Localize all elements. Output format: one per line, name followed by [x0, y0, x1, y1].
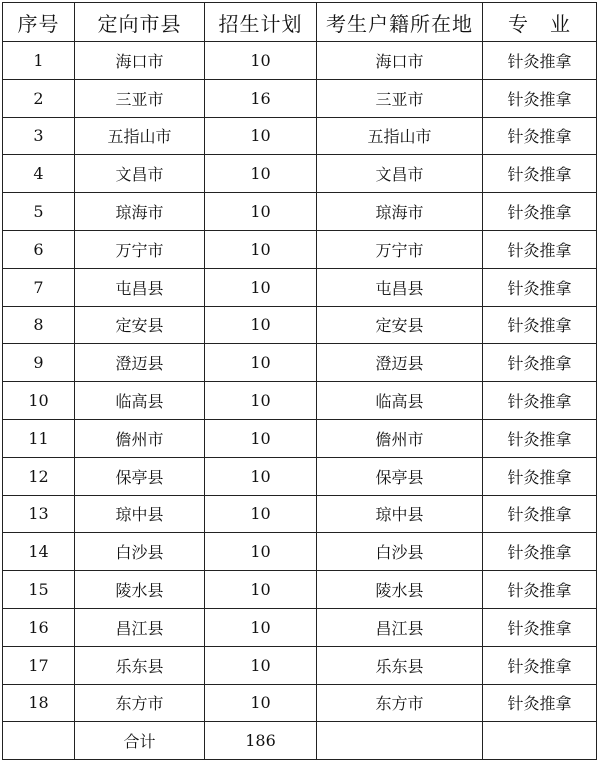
cell-plan: 10 [205, 571, 317, 609]
cell-seq: 18 [3, 684, 75, 722]
table-row [3, 230, 597, 268]
cell-origin: 三亚市 [317, 79, 483, 117]
cell-seq: 5 [3, 193, 75, 231]
cell-origin: 文昌市 [317, 155, 483, 193]
cell-seq: 17 [3, 646, 75, 684]
table-row [3, 117, 597, 155]
cell-seq: 7 [3, 268, 75, 306]
cell-major: 针灸推拿 [483, 268, 597, 306]
total-label: 合计 [75, 722, 205, 760]
total-row [3, 722, 597, 760]
cell-seq: 3 [3, 117, 75, 155]
cell-major: 针灸推拿 [483, 230, 597, 268]
cell-plan: 10 [205, 684, 317, 722]
cell-major: 针灸推拿 [483, 193, 597, 231]
header-row [3, 3, 597, 42]
cell-plan: 16 [205, 79, 317, 117]
table-row [3, 608, 597, 646]
cell-plan: 10 [205, 42, 317, 80]
cell-city: 临高县 [75, 382, 205, 420]
table-row [3, 571, 597, 609]
cell-city: 屯昌县 [75, 268, 205, 306]
cell-city: 琼海市 [75, 193, 205, 231]
table-row [3, 79, 597, 117]
cell-major: 针灸推拿 [483, 42, 597, 80]
cell-city: 白沙县 [75, 533, 205, 571]
total-plan: 186 [205, 722, 317, 760]
cell-plan: 10 [205, 457, 317, 495]
cell-origin: 保亭县 [317, 457, 483, 495]
table-row [3, 646, 597, 684]
cell-seq: 1 [3, 42, 75, 80]
cell-city: 东方市 [75, 684, 205, 722]
cell-major: 针灸推拿 [483, 306, 597, 344]
cell-major: 针灸推拿 [483, 419, 597, 457]
cell-city: 乐东县 [75, 646, 205, 684]
header-origin: 考生户籍所在地 [317, 3, 483, 42]
cell-origin: 乐东县 [317, 646, 483, 684]
table-row [3, 495, 597, 533]
enrollment-quota-table [2, 2, 597, 760]
table-row [3, 457, 597, 495]
cell-city: 儋州市 [75, 419, 205, 457]
table-header [3, 3, 597, 42]
table-row [3, 382, 597, 420]
cell-plan: 10 [205, 155, 317, 193]
cell-origin: 万宁市 [317, 230, 483, 268]
cell-seq: 15 [3, 571, 75, 609]
cell-city: 昌江县 [75, 608, 205, 646]
cell-origin: 东方市 [317, 684, 483, 722]
cell-plan: 10 [205, 646, 317, 684]
cell-origin: 琼中县 [317, 495, 483, 533]
cell-major: 针灸推拿 [483, 571, 597, 609]
cell-origin: 临高县 [317, 382, 483, 420]
cell-seq: 11 [3, 419, 75, 457]
table-row [3, 533, 597, 571]
cell-city: 琼中县 [75, 495, 205, 533]
cell-seq: 13 [3, 495, 75, 533]
cell-major: 针灸推拿 [483, 646, 597, 684]
cell-seq: 10 [3, 382, 75, 420]
cell-major: 针灸推拿 [483, 382, 597, 420]
cell-seq: 2 [3, 79, 75, 117]
table-row [3, 344, 597, 382]
cell-seq: 8 [3, 306, 75, 344]
cell-city: 文昌市 [75, 155, 205, 193]
cell-seq: 16 [3, 608, 75, 646]
cell-origin: 白沙县 [317, 533, 483, 571]
cell-seq: 9 [3, 344, 75, 382]
cell-city: 澄迈县 [75, 344, 205, 382]
cell-plan: 10 [205, 230, 317, 268]
cell-plan: 10 [205, 419, 317, 457]
cell-seq: 4 [3, 155, 75, 193]
cell-origin: 陵水县 [317, 571, 483, 609]
cell-origin: 五指山市 [317, 117, 483, 155]
cell-plan: 10 [205, 344, 317, 382]
table-row [3, 193, 597, 231]
cell-plan: 10 [205, 117, 317, 155]
cell-seq: 6 [3, 230, 75, 268]
cell-origin: 琼海市 [317, 193, 483, 231]
table-row [3, 42, 597, 80]
table-row [3, 268, 597, 306]
cell-major: 针灸推拿 [483, 495, 597, 533]
cell-major: 针灸推拿 [483, 457, 597, 495]
cell-major: 针灸推拿 [483, 344, 597, 382]
cell-plan: 10 [205, 495, 317, 533]
cell-major: 针灸推拿 [483, 608, 597, 646]
cell-plan: 10 [205, 306, 317, 344]
cell-plan: 10 [205, 382, 317, 420]
cell-seq: 12 [3, 457, 75, 495]
cell-major: 针灸推拿 [483, 533, 597, 571]
cell-major: 针灸推拿 [483, 117, 597, 155]
cell-plan: 10 [205, 533, 317, 571]
cell-city: 定安县 [75, 306, 205, 344]
header-seq: 序号 [3, 3, 75, 42]
total-seq-cell [3, 722, 75, 760]
cell-origin: 屯昌县 [317, 268, 483, 306]
cell-city: 保亭县 [75, 457, 205, 495]
table-row [3, 306, 597, 344]
cell-plan: 10 [205, 193, 317, 231]
table-row [3, 419, 597, 457]
cell-seq: 14 [3, 533, 75, 571]
table-row [3, 155, 597, 193]
cell-plan: 10 [205, 608, 317, 646]
cell-city: 陵水县 [75, 571, 205, 609]
cell-city: 五指山市 [75, 117, 205, 155]
header-plan: 招生计划 [205, 3, 317, 42]
cell-city: 海口市 [75, 42, 205, 80]
cell-origin: 儋州市 [317, 419, 483, 457]
header-city: 定向市县 [75, 3, 205, 42]
cell-origin: 昌江县 [317, 608, 483, 646]
cell-major: 针灸推拿 [483, 684, 597, 722]
header-major: 专 业 [483, 3, 597, 42]
cell-origin: 澄迈县 [317, 344, 483, 382]
cell-plan: 10 [205, 268, 317, 306]
table-row [3, 684, 597, 722]
total-major-cell [483, 722, 597, 760]
cell-origin: 海口市 [317, 42, 483, 80]
table-body [3, 42, 597, 760]
cell-city: 三亚市 [75, 79, 205, 117]
cell-major: 针灸推拿 [483, 155, 597, 193]
total-origin-cell [317, 722, 483, 760]
cell-city: 万宁市 [75, 230, 205, 268]
cell-major: 针灸推拿 [483, 79, 597, 117]
cell-origin: 定安县 [317, 306, 483, 344]
